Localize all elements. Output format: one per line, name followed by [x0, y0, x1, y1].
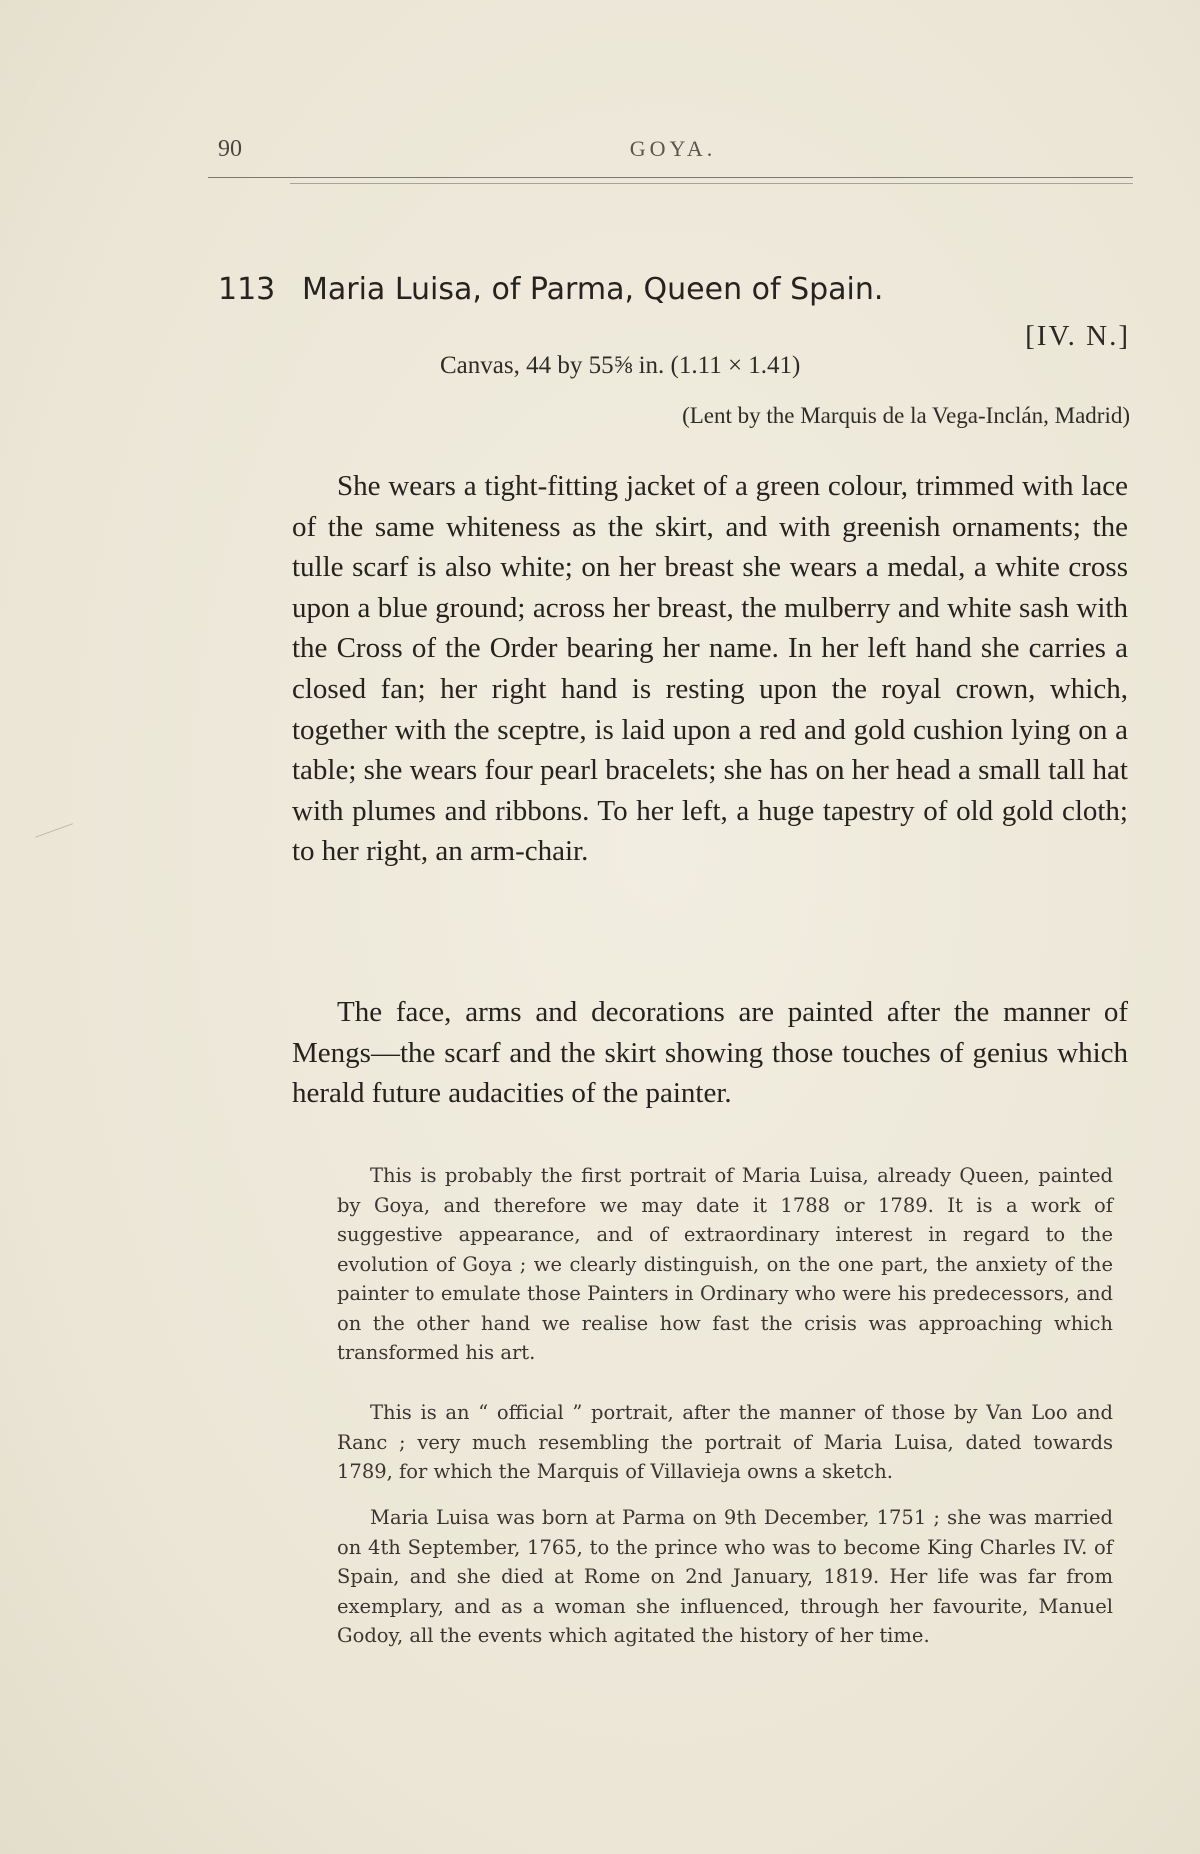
commentary-note-1: This is probably the first portrait of Maria Luisa, already Queen, painted by Goya, and therefore we may date it 1788 or 1789. It is a work of suggestive appearance, and of extraordinary interest in regard to the evolution of Goya ; we clearly distinguish, on the one part, the anxiety of the painter to emulate those Painters in Ordinary who were his predecessors, and on the other hand we realise how fast the crisis was approaching which transformed his art. — [337, 1164, 1113, 1364]
header-rule-secondary — [290, 183, 1133, 184]
catalogue-reference: [IV. N.] — [1025, 320, 1130, 352]
commentary-note-2: This is an “ official ” portrait, after the manner of those by Van Loo and Ranc ; very much resembling the portrait of Maria Luisa, dated towards 1789, for which the Marquis of Villavieja owns a sketch. — [337, 1401, 1113, 1483]
page-number: 90 — [218, 136, 242, 162]
entry-heading — [218, 272, 1118, 307]
running-head: GOYA. — [629, 136, 717, 161]
page-header — [218, 136, 1128, 176]
description-paragraph-2: The face, arms and decorations are painted after the manner of Mengs—the scarf and the skirt showing those touches of genius which herald future audacities of the painter. — [292, 996, 1128, 1110]
paper-mark — [35, 823, 73, 838]
entry-title: Maria Luisa, of Parma, Queen of Spain. — [302, 272, 884, 307]
canvas-dimensions: Canvas, 44 by 55⅝ in. (1.11 × 1.41) — [440, 352, 801, 379]
description-paragraph-1: She wears a tight-fitting jacket of a green colour, trimmed with lace of the same whiteness as the skirt, and with greenish ornaments; the tulle scarf is also white; on her breast she wears a medal, a white cross upon a blue ground; across her breast, the mulberry and white sash with the Cross of the Order bearing her name. In her left hand she carries a closed fan; her right hand is resting upon the royal crown, which, together with the sceptre, is laid upon a red and gold cushion lying on a table; she wears four pearl bracelets; she has on her head a small tall hat with plumes and ribbons. To her left, a huge tapestry of old gold cloth; to her right, an arm-chair. — [292, 470, 1128, 868]
header-rule — [208, 177, 1133, 178]
entry-number: 113 — [218, 272, 276, 307]
lender-credit: (Lent by the Marquis de la Vega-Inclán, Madrid) — [682, 403, 1130, 428]
commentary-note-3: Maria Luisa was born at Parma on 9th December, 1751 ; she was married on 4th September, 1765, to the prince who was to become King Charles IV. of Spain, and she died at Rome on 2nd January, 1819. Her life was far from exemplary, and as a woman she influenced, through her favourite, Manuel Godoy, all the events which agitated the history of her time. — [337, 1506, 1113, 1647]
